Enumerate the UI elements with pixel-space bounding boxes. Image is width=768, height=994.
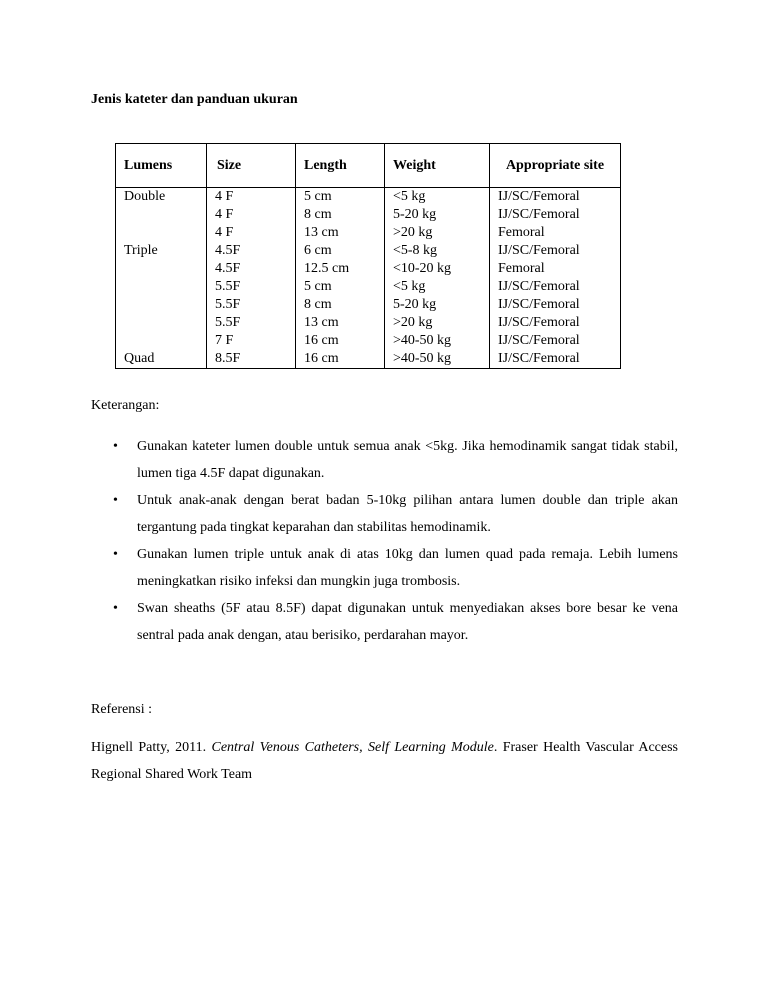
cell-lumens: [116, 332, 207, 350]
table-row: [116, 242, 621, 260]
cell-length: 16 cm: [296, 332, 385, 350]
cell-size: 7 F: [207, 332, 296, 350]
cell-length: 13 cm: [296, 314, 385, 332]
bullet-icon: •: [113, 601, 118, 616]
header-appropriate-site: Appropriate site: [490, 144, 621, 188]
bullet-icon: •: [113, 547, 118, 562]
note-text: Untuk anak-anak dengan berat badan 5-10kg pilihan antara lumen double dan triple akan tergantung pada tingkat keparahan dan stabilitas hemodinamik.: [137, 493, 678, 535]
note-text: Gunakan lumen triple untuk anak di atas 10kg dan lumen quad pada remaja. Lebih lumens meningkatkan risiko infeksi dan mungkin juga trombosis.: [137, 547, 678, 589]
list-item: [91, 488, 678, 541]
table-row: [116, 260, 621, 278]
cell-size: 4.5F: [207, 260, 296, 278]
cell-lumens: [116, 314, 207, 332]
cell-weight: >20 kg: [385, 224, 490, 242]
cell-lumens: [116, 224, 207, 242]
header-weight: Weight: [385, 144, 490, 188]
header-lumens: Lumens: [116, 144, 207, 188]
header-size: Size: [207, 144, 296, 188]
table-row: [116, 188, 621, 207]
note-text: Swan sheaths (5F atau 8.5F) dapat digunakan untuk menyediakan akses bore besar ke vena sentral pada anak dengan, atau berisiko, perdarahan mayor.: [137, 601, 678, 643]
cell-length: 8 cm: [296, 206, 385, 224]
cell-appropriate-site: IJ/SC/Femoral: [490, 206, 621, 224]
cell-length: 8 cm: [296, 296, 385, 314]
cell-size: 4 F: [207, 224, 296, 242]
cell-length: 12.5 cm: [296, 260, 385, 278]
cell-appropriate-site: Femoral: [490, 224, 621, 242]
cell-lumens: Double: [116, 188, 207, 207]
cell-length: 5 cm: [296, 188, 385, 207]
cell-weight: 5-20 kg: [385, 296, 490, 314]
cell-lumens: Quad: [116, 350, 207, 369]
cell-weight: <5 kg: [385, 278, 490, 296]
cell-length: 5 cm: [296, 278, 385, 296]
bullet-icon: •: [113, 493, 118, 508]
notes-heading: Keterangan:: [91, 398, 160, 413]
cell-weight: >20 kg: [385, 314, 490, 332]
reference-work-title: Central Venous Catheters, Self Learning Module: [211, 740, 494, 755]
list-item: [91, 542, 678, 595]
cell-lumens: [116, 278, 207, 296]
list-item: [91, 596, 678, 649]
cell-weight: >40-50 kg: [385, 332, 490, 350]
cell-size: 4.5F: [207, 242, 296, 260]
cell-size: 5.5F: [207, 314, 296, 332]
cell-appropriate-site: IJ/SC/Femoral: [490, 350, 621, 369]
cell-length: 16 cm: [296, 350, 385, 369]
cell-appropriate-site: IJ/SC/Femoral: [490, 332, 621, 350]
cell-appropriate-site: IJ/SC/Femoral: [490, 314, 621, 332]
cell-weight: <10-20 kg: [385, 260, 490, 278]
cell-size: 5.5F: [207, 278, 296, 296]
cell-weight: <5-8 kg: [385, 242, 490, 260]
header-length: Length: [296, 144, 385, 188]
cell-size: 4 F: [207, 206, 296, 224]
cell-weight: <5 kg: [385, 188, 490, 207]
cell-appropriate-site: IJ/SC/Femoral: [490, 296, 621, 314]
cell-appropriate-site: IJ/SC/Femoral: [490, 278, 621, 296]
table-row: [116, 332, 621, 350]
table-row: [116, 206, 621, 224]
bullet-icon: •: [113, 439, 118, 454]
cell-length: 13 cm: [296, 224, 385, 242]
note-text: Gunakan kateter lumen double untuk semua anak <5kg. Jika hemodinamik sangat tidak stabil, lumen tiga 4.5F dapat digunakan.: [137, 439, 678, 481]
table-body: [116, 188, 621, 369]
notes-list: [91, 434, 678, 650]
table-row: [116, 296, 621, 314]
cell-lumens: [116, 296, 207, 314]
cell-lumens: Triple: [116, 242, 207, 260]
reference-publisher: . Fraser Health Vascular Access Regional Shared Work Team: [91, 740, 678, 782]
cell-lumens: [116, 260, 207, 278]
cell-length: 6 cm: [296, 242, 385, 260]
cell-weight: >40-50 kg: [385, 350, 490, 369]
table-row: [116, 224, 621, 242]
cell-appropriate-site: IJ/SC/Femoral: [490, 242, 621, 260]
cell-lumens: [116, 206, 207, 224]
table-row: [116, 278, 621, 296]
cell-weight: 5-20 kg: [385, 206, 490, 224]
table-row: [116, 350, 621, 369]
table-row: [116, 314, 621, 332]
table-header-row: [116, 144, 621, 188]
reference-authors-year: Hignell Patty, 2011.: [91, 740, 212, 755]
page-title: Jenis kateter dan panduan ukuran: [91, 92, 298, 107]
cell-size: 8.5F: [207, 350, 296, 369]
cell-appropriate-site: Femoral: [490, 260, 621, 278]
reference-citation: [91, 735, 678, 788]
cell-size: 5.5F: [207, 296, 296, 314]
reference-heading: Referensi :: [91, 702, 153, 717]
cell-size: 4 F: [207, 188, 296, 207]
catheter-size-table: [115, 143, 621, 369]
cell-appropriate-site: IJ/SC/Femoral: [490, 188, 621, 207]
list-item: [91, 434, 678, 487]
